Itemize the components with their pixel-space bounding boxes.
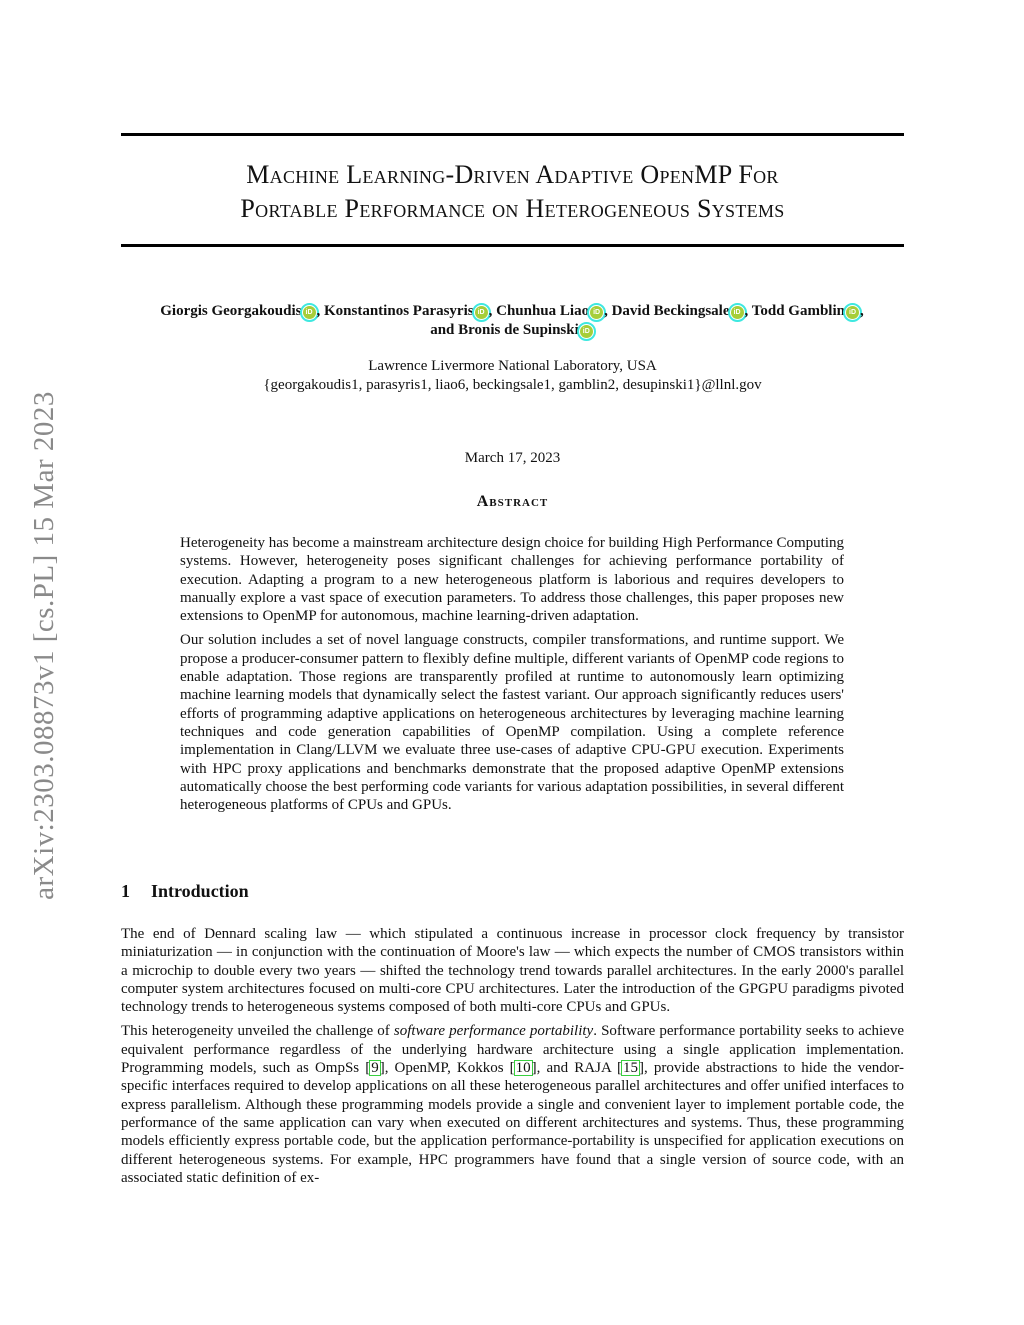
text-run: ], provide abstractions to hide the vendor-specific interfaces required to develop applications on all these heterogeneous parallel architectures and offer unified interfaces to express parallelism. Although these programming models provide a single and convenient layer to implement portable code, the performance of the same application can vary when executed on different architectures and systems. Thus, these programming models efficiently express portable code, but the application performance-portability is unspecified for application executions on different heterogeneous systems. For example, HPC programmers have found that a single version of source code, with an associated static definition of ex- [121,1060,904,1186]
orcid-icon[interactable]: iD [475,306,488,319]
orcid-icon[interactable]: iD [590,306,603,319]
orcid-icon[interactable]: iD [846,306,859,319]
body-paragraph: The end of Dennard scaling law — which stipulated a continuous increase in processor clock frequency by transistor miniaturization — in conjunction with the continuation of Moore's law — which expects the number of CMOS transistors within a microchip to double every two years — shifted the technology trend towards parallel architectures. In the early 2000's parallel computer system architectures focused on multi-core CPU architectures. Later the introduction of the GPGPU paradigms pivoted technology trends to heterogeneous systems composed of both multi-core CPUs and GPUs. [121,926,904,1016]
affiliation [121,357,904,395]
abstract-heading: Abstract [476,493,549,510]
section-body [121,925,904,1193]
author-list [150,302,874,340]
author-name: , Konstantinos Parasyris [316,303,474,319]
text-run: This heterogeneity unveiled the challenge of [121,1023,394,1040]
title-line-1: Machine Learning-Driven Adaptive OpenMP For [246,160,779,189]
paper-title [121,158,904,226]
abstract-body [180,534,844,820]
citation-link[interactable]: 15 [623,1060,639,1077]
author-name: , David Beckingsale [604,303,730,319]
section-number: 1 [121,881,130,901]
body-paragraph [121,1022,904,1187]
author-name: , and Bronis de Supinski [430,303,864,338]
author-name: , Chunhua Liao [488,303,590,319]
author-emails: {georgakoudis1, parasyris1, liao6, beckingsale1, gamblin2, desupinski1}@llnl.gov [263,377,762,393]
section-title: Introduction [151,881,249,901]
arxiv-id: arXiv:2303.08873v1 [cs.PL] 15 Mar 2023 [27,390,60,900]
text-run: ], OpenMP, Kokkos [ [379,1060,515,1077]
orcid-icon[interactable]: iD [731,306,744,319]
orcid-icon[interactable]: iD [303,306,316,319]
text-run: . Software performance portability seeks to achieve equivalent performance regardless of the underlying hardware architecture using a single application implementation. Programming models, such as OmpSs [ [121,1023,904,1077]
abstract-paragraph: Heterogeneity has become a mainstream architecture design choice for building High Performance Computing systems. However, heterogeneity poses significant challenges for achieving performance portability of execution. Adapting a program to a new heterogeneous platform is laborious and requires developers to manually explore a vast space of execution parameters. To address those challenges, this paper proposes new extensions to OpenMP for autonomous, machine learning-driven adaptation. [180,535,844,625]
paper-date: March 17, 2023 [464,450,561,466]
author-name: Giorgis Georgakoudis [160,303,302,319]
abstract-paragraph: Our solution includes a set of novel language constructs, compiler transformations, and runtime support. We propose a producer-consumer pattern to flexibly define multiple, different variants of OpenMP code regions to enable adaptation. Those regions are transparently profiled at runtime to autonomously learn optimizing machine learning models that dynamically select the fastest variant. Our approach significantly reduces users' efforts of programming adaptive applications on heterogeneous architectures by leveraging machine learning techniques and code generation capabilities of OpenMP compilation. Using a complete reference implementation in Clang/LLVM we evaluate three use-cases of adaptive CPU-GPU execution. Experiments with HPC proxy applications and benchmarks demonstrate that the proposed adaptive OpenMP extensions automatically choose the best performing code variants for various adaptation possibilities, in several different heterogeneous platforms of CPUs and GPUs. [180,632,844,814]
emphasis-text: software performance portability [393,1023,594,1040]
institution: Lawrence Livermore National Laboratory, USA [368,358,657,374]
text-run: ], and RAJA [ [531,1060,623,1077]
author-name: , Todd Gamblin [744,303,845,319]
section-heading [121,881,249,902]
orcid-icon[interactable]: iD [580,325,593,338]
citation-link[interactable]: 9 [371,1060,379,1077]
arxiv-sidebar [24,350,64,940]
title-bottom-rule [121,244,904,247]
title-line-2: Portable Performance on Heterogeneous Systems [240,194,785,223]
title-top-rule [121,133,904,136]
citation-link[interactable]: 10 [515,1060,531,1077]
